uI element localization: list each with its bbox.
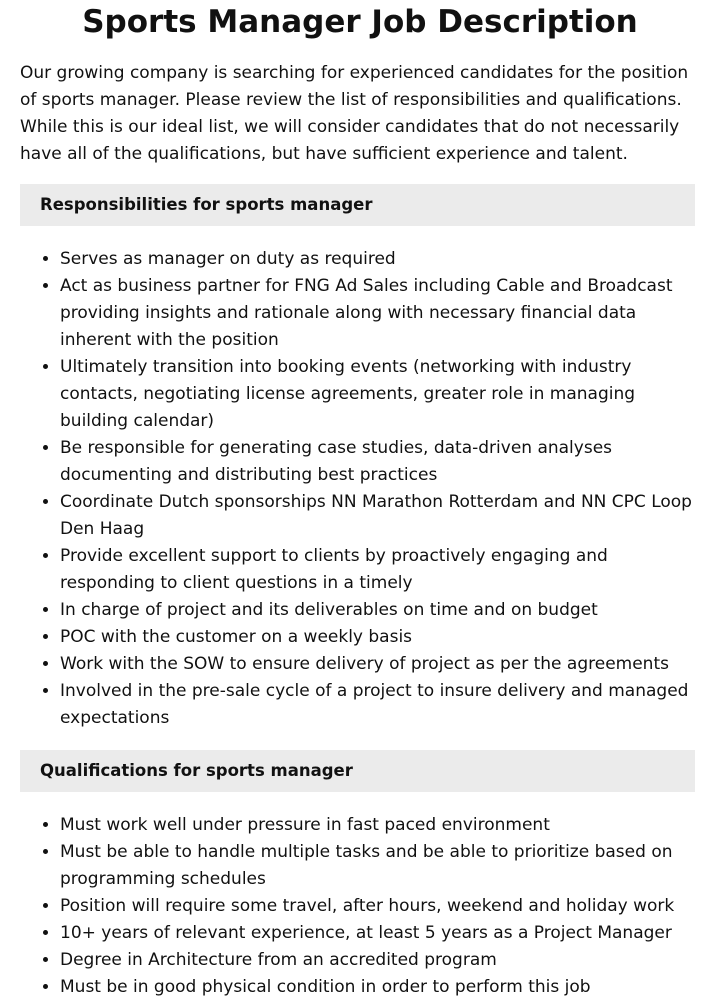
list-item: • Must be in good physical condition in order to perform this job — [60, 974, 700, 1001]
list-item: • Must be able to handle multiple tasks and be able to prioritize based on programming schedules — [60, 839, 700, 893]
qualifications-heading: Qualifications for sports manager — [20, 750, 695, 792]
qualifications-list — [20, 812, 700, 1001]
intro-paragraph: Our growing company is searching for experienced candidates for the position of sports manager. Please review the list of responsibilities and qualifications. While this is our ideal list, we will consider candidates that do not necessarily have all of the qualifications, but have sufficient experience and talent. — [20, 63, 689, 164]
list-item: • Provide excellent support to clients by proactively engaging and responding to client questions in a timely — [60, 543, 700, 597]
responsibilities-list — [20, 246, 700, 732]
list-item: • Work with the SOW to ensure delivery of project as per the agreements — [60, 651, 700, 678]
list-item: • POC with the customer on a weekly basis — [60, 624, 700, 651]
list-item: • Degree in Architecture from an accredited program — [60, 947, 700, 974]
list-item: • Serves as manager on duty as required — [60, 246, 700, 273]
list-item: • In charge of project and its deliverables on time and on budget — [60, 597, 700, 624]
list-item: • Must work well under pressure in fast paced environment — [60, 812, 700, 839]
list-item: • Ultimately transition into booking events (networking with industry contacts, negotiating license agreements, greater role in managing building calendar) — [60, 354, 700, 435]
list-item: • Act as business partner for FNG Ad Sales including Cable and Broadcast providing insights and rationale along with necessary financial data inherent with the position — [60, 273, 700, 354]
page-title: Sports Manager Job Description — [82, 4, 638, 40]
list-item: • Position will require some travel, after hours, weekend and holiday work — [60, 893, 700, 920]
list-item: • 10+ years of relevant experience, at least 5 years as a Project Manager — [60, 920, 700, 947]
responsibilities-heading: Responsibilities for sports manager — [20, 184, 695, 226]
list-item: • Be responsible for generating case studies, data-driven analyses documenting and distributing best practices — [60, 435, 700, 489]
list-item: • Coordinate Dutch sponsorships NN Marathon Rotterdam and NN CPC Loop Den Haag — [60, 489, 700, 543]
list-item: • Involved in the pre-sale cycle of a project to insure delivery and managed expectations — [60, 678, 700, 732]
